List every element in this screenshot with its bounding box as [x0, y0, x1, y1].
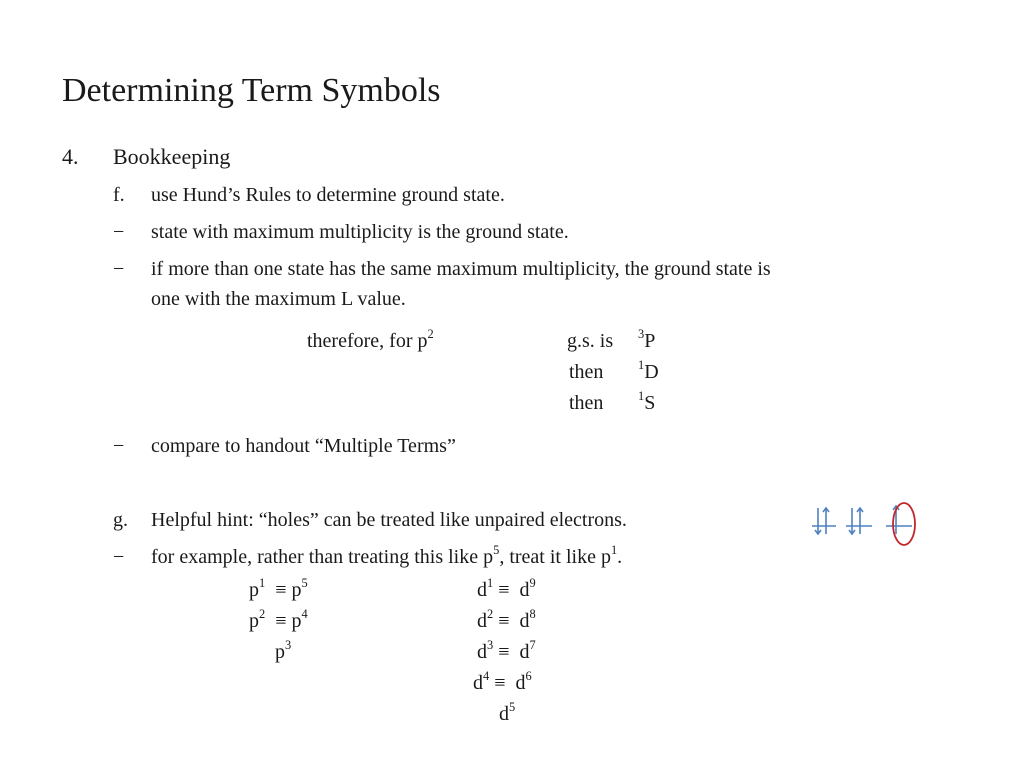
bullet-max-l-line1: if more than one state has the same maximum multiplicity, the ground state is: [151, 258, 771, 280]
orbital-diagram: [808, 500, 928, 550]
term-symbol: $^3$P: [638, 327, 656, 352]
sub-marker-g: g.: [113, 509, 128, 531]
term-row-word: then: [569, 392, 604, 414]
term-row-word: g.s. is: [567, 330, 614, 352]
bullet-compare-handout: compare to handout “Multiple Terms”: [151, 435, 456, 457]
p-equivalence: $p^2 \equiv p^4$: [249, 607, 308, 632]
term-symbol: $^1$D: [638, 358, 659, 383]
d-equivalence: $d^4 \equiv d^6$: [473, 669, 532, 694]
list-number: 4.: [62, 144, 79, 169]
bullet-example: for example, rather than treating this like $p^5$, treat it like $p^1$.: [151, 543, 623, 568]
therefore-label: therefore, for $p^2$: [307, 327, 434, 352]
sub-text-f: use Hund’s Rules to determine ground state.: [151, 184, 505, 206]
list-heading: Bookkeeping: [113, 144, 231, 169]
bullet-max-multiplicity: state with maximum multiplicity is the ground state.: [151, 221, 569, 243]
p-equivalence: $p^1 \equiv p^5$: [249, 576, 308, 601]
d-single: $d^5$: [499, 700, 516, 725]
sub-text-g: Helpful hint: “holes” can be treated like unpaired electrons.: [151, 509, 627, 531]
bullet-max-l-line2: one with the maximum L value.: [151, 288, 406, 310]
sub-marker-f: f.: [113, 184, 125, 206]
d-equivalence: $d^1 \equiv d^9$: [477, 576, 536, 601]
p-single: $p^3$: [275, 638, 292, 663]
term-symbol: $^1$S: [638, 389, 656, 414]
dash-marker: −: [113, 546, 125, 568]
orbital-arrows: [812, 506, 912, 534]
d-equivalence: $d^2 \equiv d^8$: [477, 607, 536, 632]
dash-marker: −: [113, 258, 125, 280]
d-equivalence: $d^3 \equiv d^7$: [477, 638, 536, 663]
dash-marker: −: [113, 221, 125, 243]
term-row-word: then: [569, 361, 604, 383]
dash-marker: −: [113, 435, 125, 457]
slide-title: Determining Term Symbols: [62, 72, 441, 109]
